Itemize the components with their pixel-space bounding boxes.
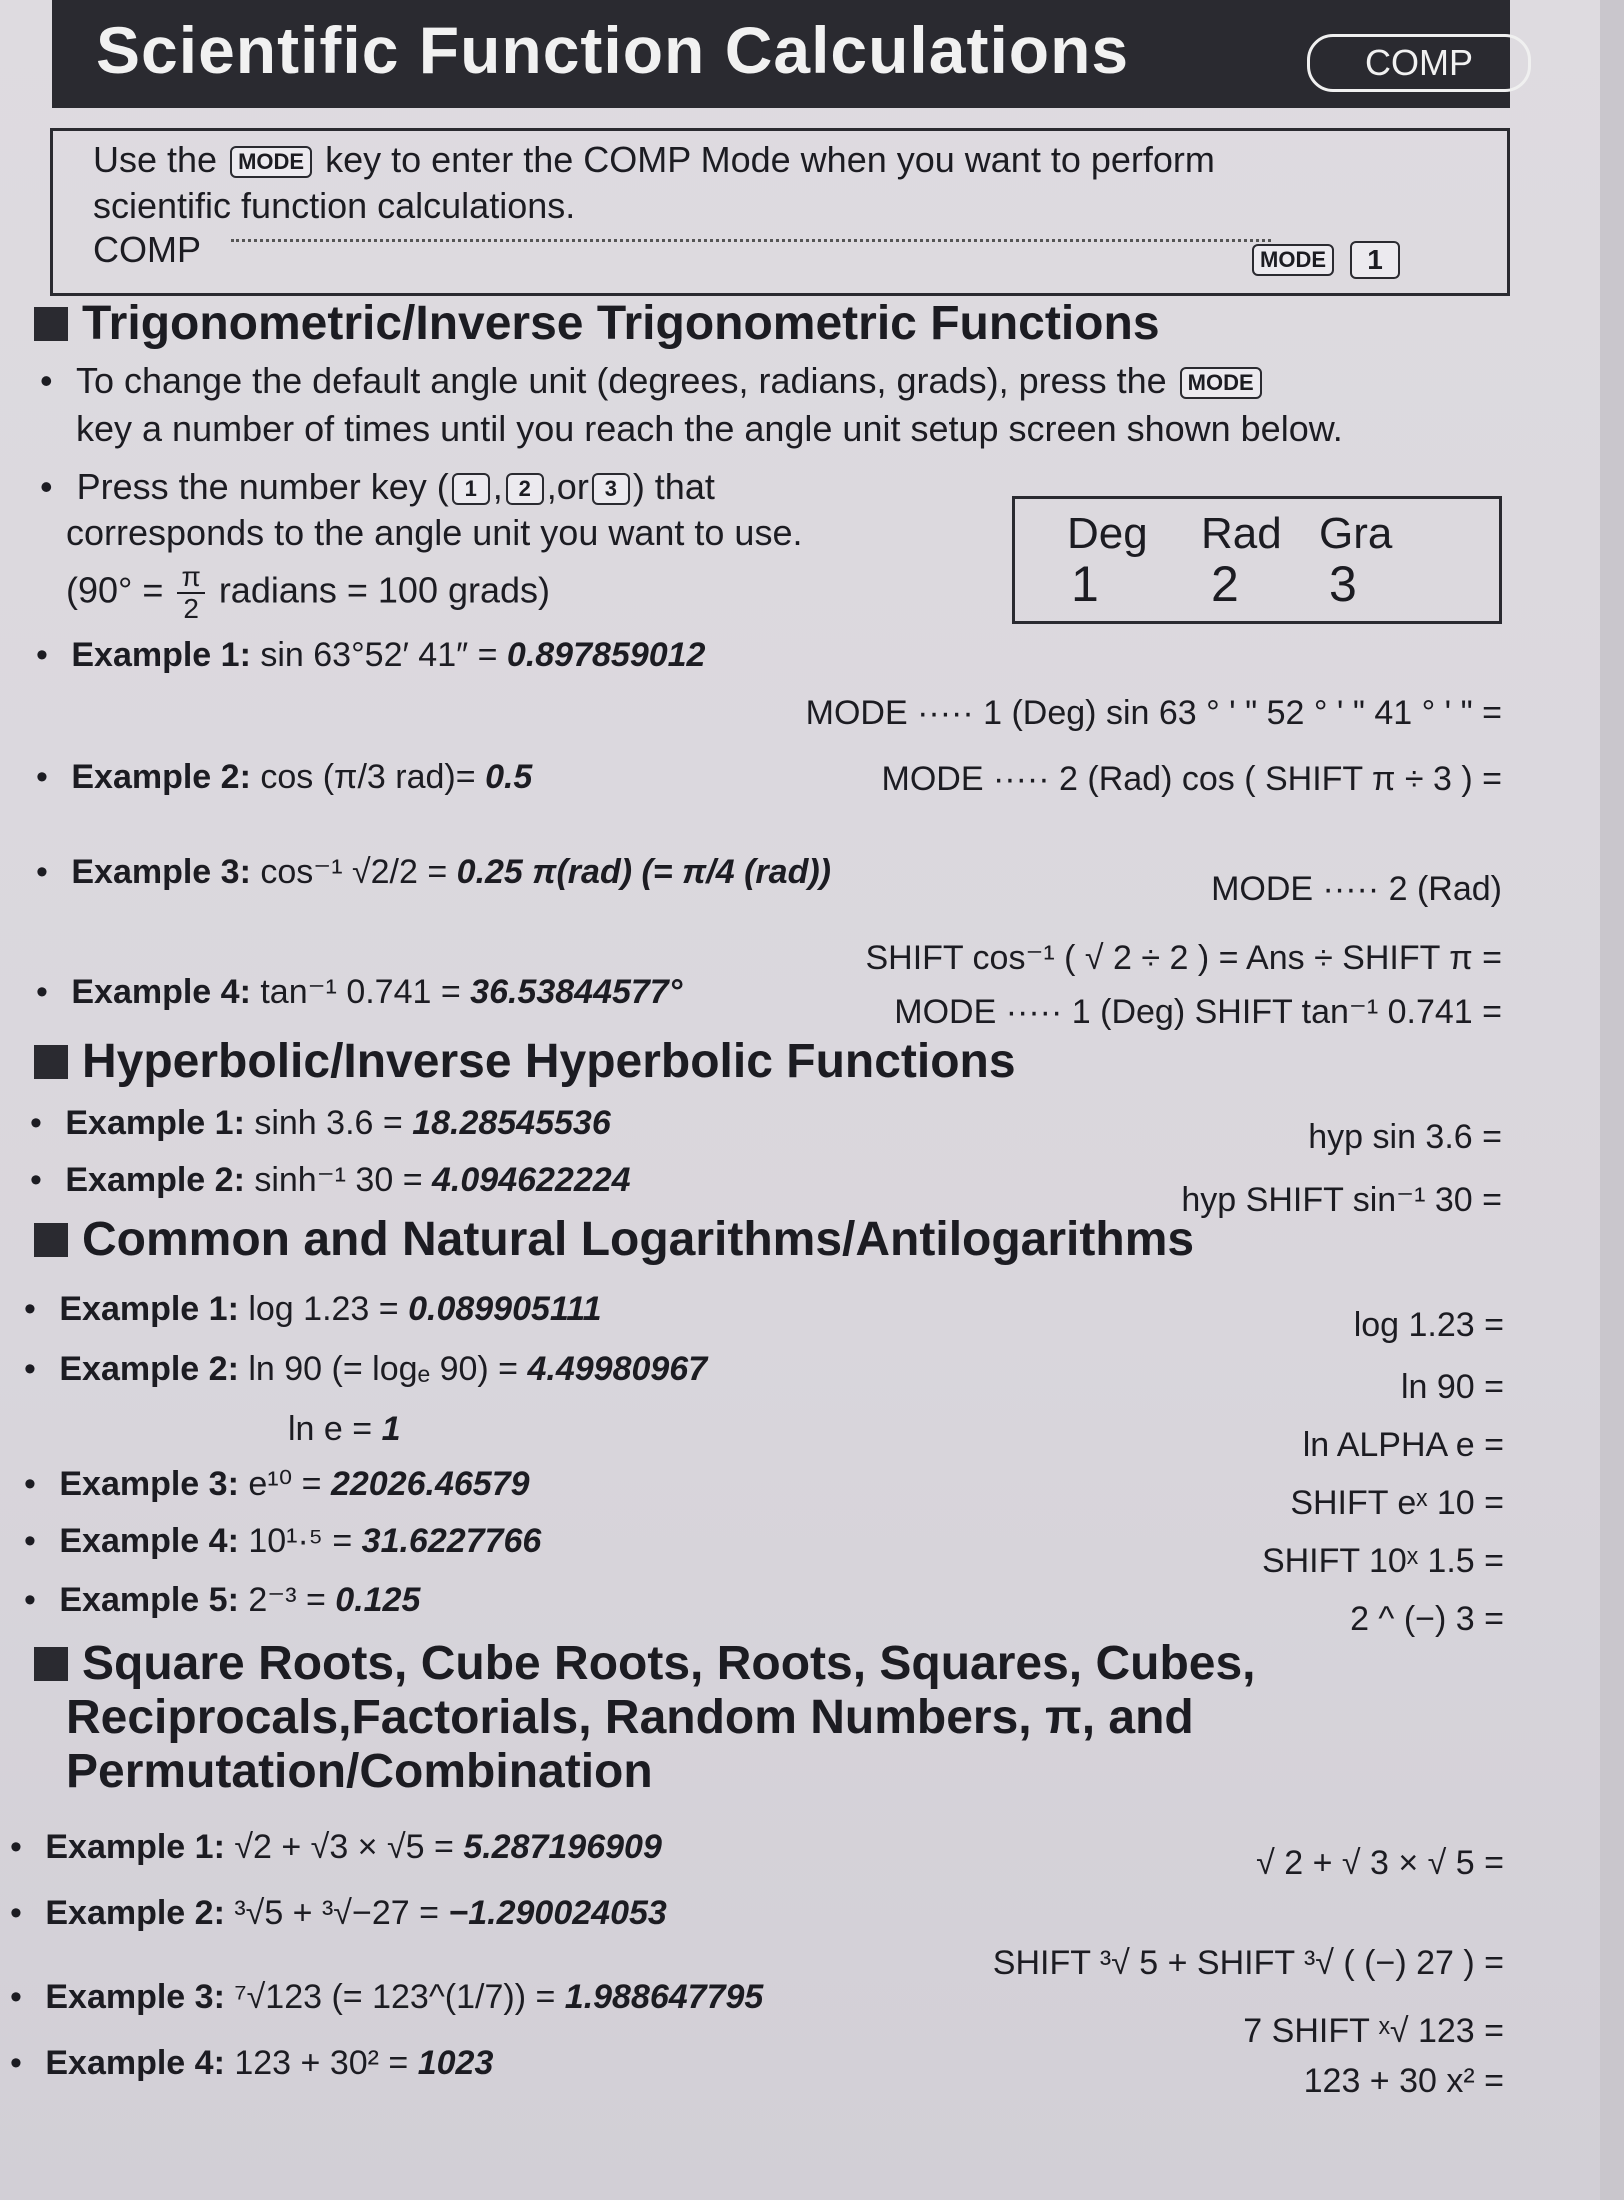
example-result: 1	[381, 1410, 401, 1448]
trig-note-1-cont: key a number of times until you reach the angle unit setup screen shown below.	[76, 408, 1343, 449]
example-result: 5.287196909	[463, 1828, 662, 1866]
mode-key: MODE	[230, 146, 312, 178]
intro-line-3-keys	[1249, 237, 1403, 279]
root-example-1	[10, 1828, 662, 1867]
intro-text-b: key to enter the COMP Mode when you want to perform	[325, 139, 1215, 180]
log-example-3	[24, 1464, 530, 1504]
trig-note-1	[40, 360, 1265, 402]
example-label: Example 1:	[65, 1104, 245, 1142]
section-square-icon	[34, 1223, 68, 1257]
root-example-4-keys: 123 + 30 x² =	[1303, 2062, 1504, 2100]
intro-line-3-label: COMP	[93, 229, 201, 270]
trig-note-2-formula	[66, 562, 550, 624]
mode-key: MODE	[1252, 244, 1334, 276]
log-example-1	[24, 1290, 602, 1329]
frac-den: 2	[183, 593, 199, 624]
example-expr: ln 90 (= logₑ 90) =	[248, 1350, 519, 1388]
note-text: ) that	[632, 466, 715, 507]
root-example-3	[10, 1978, 763, 2017]
example-expr: sinh 3.6 =	[254, 1104, 403, 1142]
example-label: Example 1:	[59, 1290, 239, 1328]
sep: ,	[492, 466, 503, 507]
example-result: 4.49980967	[527, 1350, 708, 1388]
example-expr: 10¹·⁵ =	[248, 1522, 353, 1560]
deg-label: Deg	[1067, 509, 1148, 558]
note-text: Press the number key (	[76, 466, 449, 507]
example-result: 4.094622224	[432, 1161, 631, 1199]
two-key: 2	[506, 473, 544, 505]
rad-label: Rad	[1201, 509, 1282, 558]
example-label: Example 4:	[59, 1522, 239, 1560]
hyp-example-2	[30, 1160, 631, 1200]
trig-example-4-keys: MODE ····· 1 (Deg) SHIFT tan⁻¹ 0.741 =	[894, 993, 1502, 1031]
trig-note-2	[40, 466, 715, 508]
example-expr: ln e =	[288, 1410, 373, 1448]
hyp-example-1-keys: hyp sin 3.6 =	[1308, 1118, 1502, 1156]
intro-line-2: scientific function calculations.	[93, 185, 576, 226]
log-example-3-keys: SHIFT eˣ 10 =	[1290, 1484, 1504, 1522]
example-expr: cos (π/3 rad)=	[260, 758, 476, 796]
section-roots	[34, 1636, 1256, 1691]
example-expr: 123 + 30² =	[234, 2044, 409, 2082]
section-hyperbolic	[34, 1034, 1016, 1089]
leader-dots	[231, 239, 1271, 242]
example-expr: 2⁻³ =	[248, 1581, 326, 1619]
trig-example-2	[36, 758, 532, 797]
example-expr: tan⁻¹ 0.741 =	[260, 973, 461, 1011]
example-result: 0.089905111	[408, 1290, 602, 1328]
section-logarithms	[34, 1212, 1194, 1267]
root-example-3-keys: 7 SHIFT ˣ√ 123 =	[1243, 2012, 1504, 2050]
one-key: 1	[1350, 241, 1400, 279]
example-result: 22026.46579	[330, 1465, 530, 1503]
example-label: Example 2:	[45, 1894, 225, 1932]
section-roots-line-3: Permutation/Combination	[66, 1745, 653, 1798]
one-key: 1	[452, 473, 490, 505]
example-expr: ³√5 + ³√−27 =	[234, 1894, 439, 1932]
root-example-1-keys: √ 2 + √ 3 × √ 5 =	[1256, 1844, 1504, 1882]
example-expr: sinh⁻¹ 30 =	[254, 1161, 423, 1199]
section-title: Trigonometric/Inverse Trigonometric Functions	[82, 297, 1160, 350]
rad-number: 2	[1211, 556, 1239, 612]
example-result: 1.988647795	[564, 1978, 764, 2016]
trig-example-3-keys: MODE ····· 2 (Rad)	[1211, 870, 1502, 908]
example-result: 0.25 π(rad) (= π/4 (rad))	[456, 853, 831, 891]
section-square-icon	[34, 1045, 68, 1079]
log-example-1-keys: log 1.23 =	[1353, 1306, 1504, 1344]
example-expr: cos⁻¹ √2/2 =	[260, 853, 448, 891]
trig-example-4	[36, 972, 682, 1012]
section-title-line-1: Square Roots, Cube Roots, Roots, Squares, Cubes,	[82, 1637, 1256, 1690]
section-square-icon	[34, 1647, 68, 1681]
example-result: −1.290024053	[448, 1894, 667, 1932]
log-example-4	[24, 1522, 541, 1561]
log-example-5	[24, 1580, 420, 1620]
example-expr: log 1.23 =	[248, 1290, 399, 1328]
root-example-2	[10, 1894, 667, 1933]
root-example-2-keys: SHIFT ³√ 5 + SHIFT ³√ ( (−) 27 ) =	[992, 1944, 1504, 1982]
mode-key: MODE	[1180, 367, 1262, 399]
trig-example-1	[36, 636, 705, 675]
trig-example-3-keys-2: SHIFT cos⁻¹ ( √ 2 ÷ 2 ) = Ans ÷ SHIFT π =	[865, 939, 1502, 977]
example-result: 36.53844577°	[470, 973, 683, 1011]
example-result: 0.5	[485, 758, 533, 796]
example-label: Example 4:	[71, 973, 251, 1011]
sep: ,or	[546, 466, 589, 507]
hyp-example-2-keys: hyp SHIFT sin⁻¹ 30 =	[1181, 1181, 1502, 1219]
mode-badge: COMP	[1307, 34, 1531, 92]
example-label: Example 1:	[45, 1828, 225, 1866]
log-example-2	[24, 1350, 707, 1389]
example-label: Example 4:	[45, 2044, 225, 2082]
log-example-5-keys: 2 ^ (−) 3 =	[1350, 1600, 1504, 1638]
angle-unit-screen	[1012, 496, 1502, 624]
gra-number: 3	[1329, 556, 1357, 612]
log-example-2b	[288, 1410, 401, 1449]
example-expr: sin 63°52′ 41″ =	[260, 636, 498, 674]
example-label: Example 2:	[71, 758, 251, 796]
section-roots-line-2: Reciprocals,Factorials, Random Numbers, π, and	[66, 1691, 1194, 1744]
section-trig	[34, 296, 1160, 351]
section-title: Hyperbolic/Inverse Hyperbolic Functions	[82, 1035, 1016, 1088]
three-key: 3	[592, 473, 630, 505]
page-header	[52, 0, 1510, 108]
pi-over-2	[177, 562, 204, 624]
intro-line-1	[93, 139, 1215, 181]
trig-note-2-cont: corresponds to the angle unit you want to use.	[66, 512, 803, 553]
trig-example-3	[36, 852, 831, 892]
note-text: To change the default angle unit (degrees, radians, grads), press the	[75, 360, 1167, 401]
example-expr: e¹⁰ =	[248, 1465, 322, 1503]
log-example-4-keys: SHIFT 10ˣ 1.5 =	[1261, 1542, 1504, 1580]
root-example-4	[10, 2044, 493, 2083]
example-result: 18.28545536	[412, 1104, 611, 1142]
intro-box	[50, 128, 1510, 296]
example-label: Example 3:	[59, 1465, 239, 1503]
example-result: 31.6227766	[361, 1522, 542, 1560]
gra-label: Gra	[1319, 509, 1393, 558]
example-label: Example 1:	[71, 636, 251, 674]
example-label: Example 2:	[65, 1161, 245, 1199]
page-title: Scientific Function Calculations	[96, 13, 1130, 87]
example-label: Example 5:	[59, 1581, 239, 1619]
example-label: Example 3:	[45, 1978, 225, 2016]
trig-example-2-keys: MODE ····· 2 (Rad) cos ( SHIFT π ÷ 3 ) =	[881, 760, 1502, 798]
example-expr: ⁷√123 (= 123^(1/7)) =	[234, 1978, 556, 2016]
page-edge	[1600, 0, 1624, 2200]
intro-text-a: Use the	[93, 139, 218, 180]
section-title: Common and Natural Logarithms/Antilogarithms	[82, 1213, 1195, 1266]
formula-a: (90° =	[66, 569, 164, 611]
log-example-2b-keys: ln ALPHA e =	[1302, 1426, 1504, 1464]
formula-b: radians = 100 grads)	[218, 569, 551, 611]
example-label: Example 3:	[71, 853, 251, 891]
frac-num: π	[177, 562, 204, 594]
example-result: 1023	[417, 2044, 494, 2082]
deg-number: 1	[1071, 556, 1099, 612]
trig-example-1-keys: MODE ····· 1 (Deg) sin 63 ° ' " 52 ° ' " 41 ° ' " =	[805, 694, 1502, 732]
example-expr: √2 + √3 × √5 =	[234, 1828, 454, 1866]
example-label: Example 2:	[59, 1350, 239, 1388]
example-result: 0.125	[335, 1581, 421, 1619]
log-example-2-keys: ln 90 =	[1400, 1368, 1504, 1406]
example-result: 0.897859012	[506, 636, 706, 674]
section-square-icon	[34, 307, 68, 341]
hyp-example-1	[30, 1104, 611, 1143]
